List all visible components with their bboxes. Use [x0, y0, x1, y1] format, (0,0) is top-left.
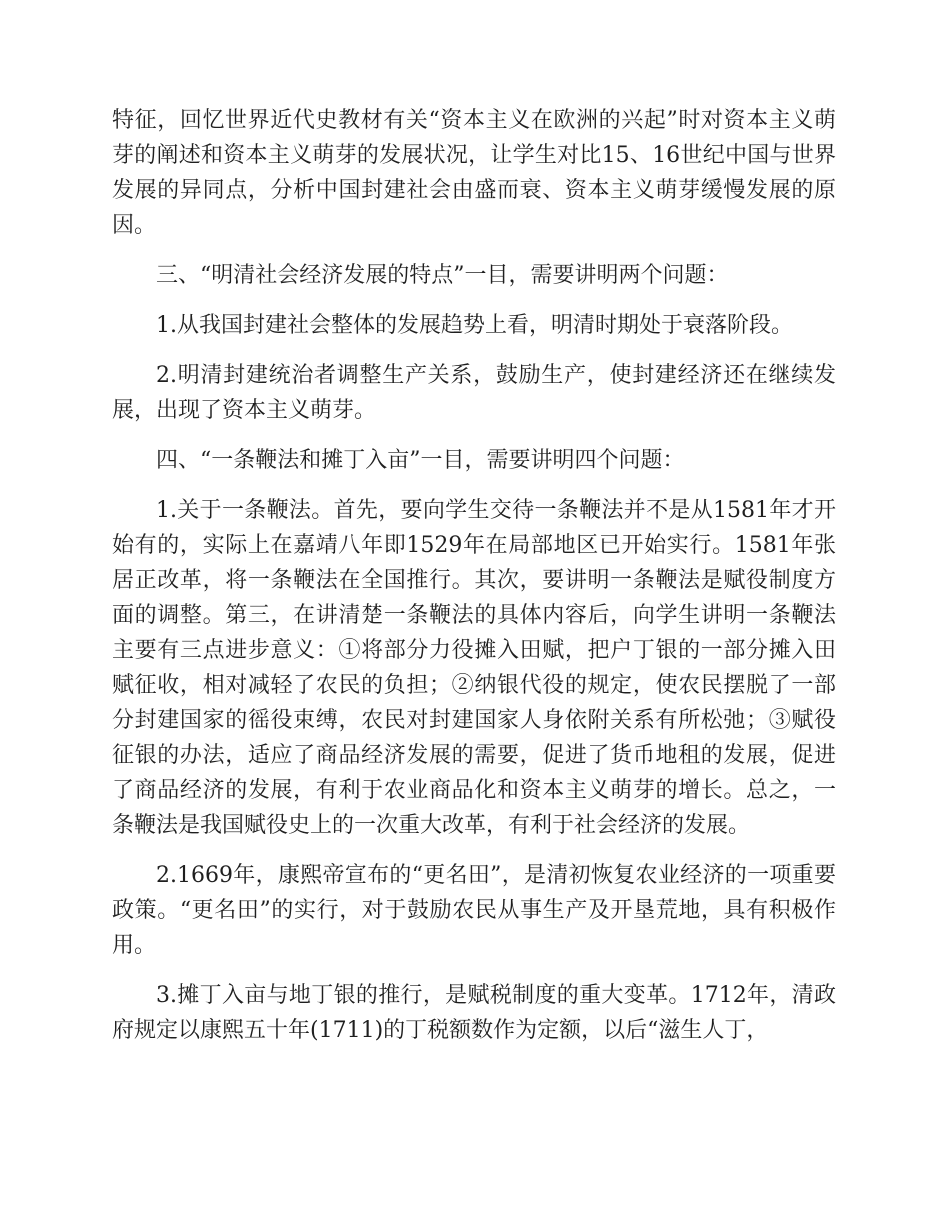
paragraph-gengmingtian: 2.1669年，康熙帝宣布的“更名田”，是清初恢复农业经济的一项重要政策。“更名田”的实行，对于鼓励农民从事生产及开垦荒地，具有积极作用。 [112, 863, 836, 958]
paragraph-point-1: 1.从我国封建社会整体的发展趋势上看，明清时期处于衰落阶段。 [156, 313, 793, 338]
document-body [112, 103, 836, 1063]
paragraph-yitiaobianfa: 1.关于一条鞭法。首先，要向学生交待一条鞭法并不是从1581年才开始有的，实际上在嘉靖八年即1529年在局部地区已开始实行。1581年张居正改革，将一条鞭法在全国推行。其次，要讲明一条鞭法是赋役制度方面的调整。第三，在讲清楚一条鞭法的具体内容后，向学生讲明一条鞭法主要有三点进步意义：①将部分力役摊入田赋，把户丁银的一部分摊入田赋征收，相对减轻了农民的负担；②纳银代役的规定，使农民摆脱了一部分封建国家的徭役束缚，农民对封建国家人身依附关系有所松弛；③赋役征银的办法，适应了商品经济发展的需要，促进了货币地租的发展，促进了商品经济的发展，有利于农业商品化和资本主义萌芽的增长。总之，一条鞭法是我国赋役史上的一次重大改革，有利于社会经济的发展。 [112, 498, 836, 838]
paragraph-point-2: 2.明清封建统治者调整生产关系，鼓励生产，使封建经济还在继续发展，出现了资本主义萌芽。 [112, 363, 836, 423]
paragraph-tanding-rumu: 3.摊丁入亩与地丁银的推行，是赋税制度的重大变革。1712年，清政府规定以康熙五十年(1711)的丁税额数作为定额，以后“滋生人丁， [112, 983, 836, 1043]
paragraph-continuation: 特征，回忆世界近代史教材有关“资本主义在欧洲的兴起”时对资本主义萌芽的阐述和资本主义萌芽的发展状况，让学生对比15、16世纪中国与世界发展的异同点，分析中国封建社会由盛而衰、资本主义萌芽缓慢发展的原因。 [112, 108, 836, 238]
section-heading-four: 四、“一条鞭法和摊丁入亩”一目，需要讲明四个问题： [156, 448, 685, 473]
section-heading-three: 三、“明清社会经济发展的特点”一目，需要讲明两个问题： [156, 263, 729, 288]
